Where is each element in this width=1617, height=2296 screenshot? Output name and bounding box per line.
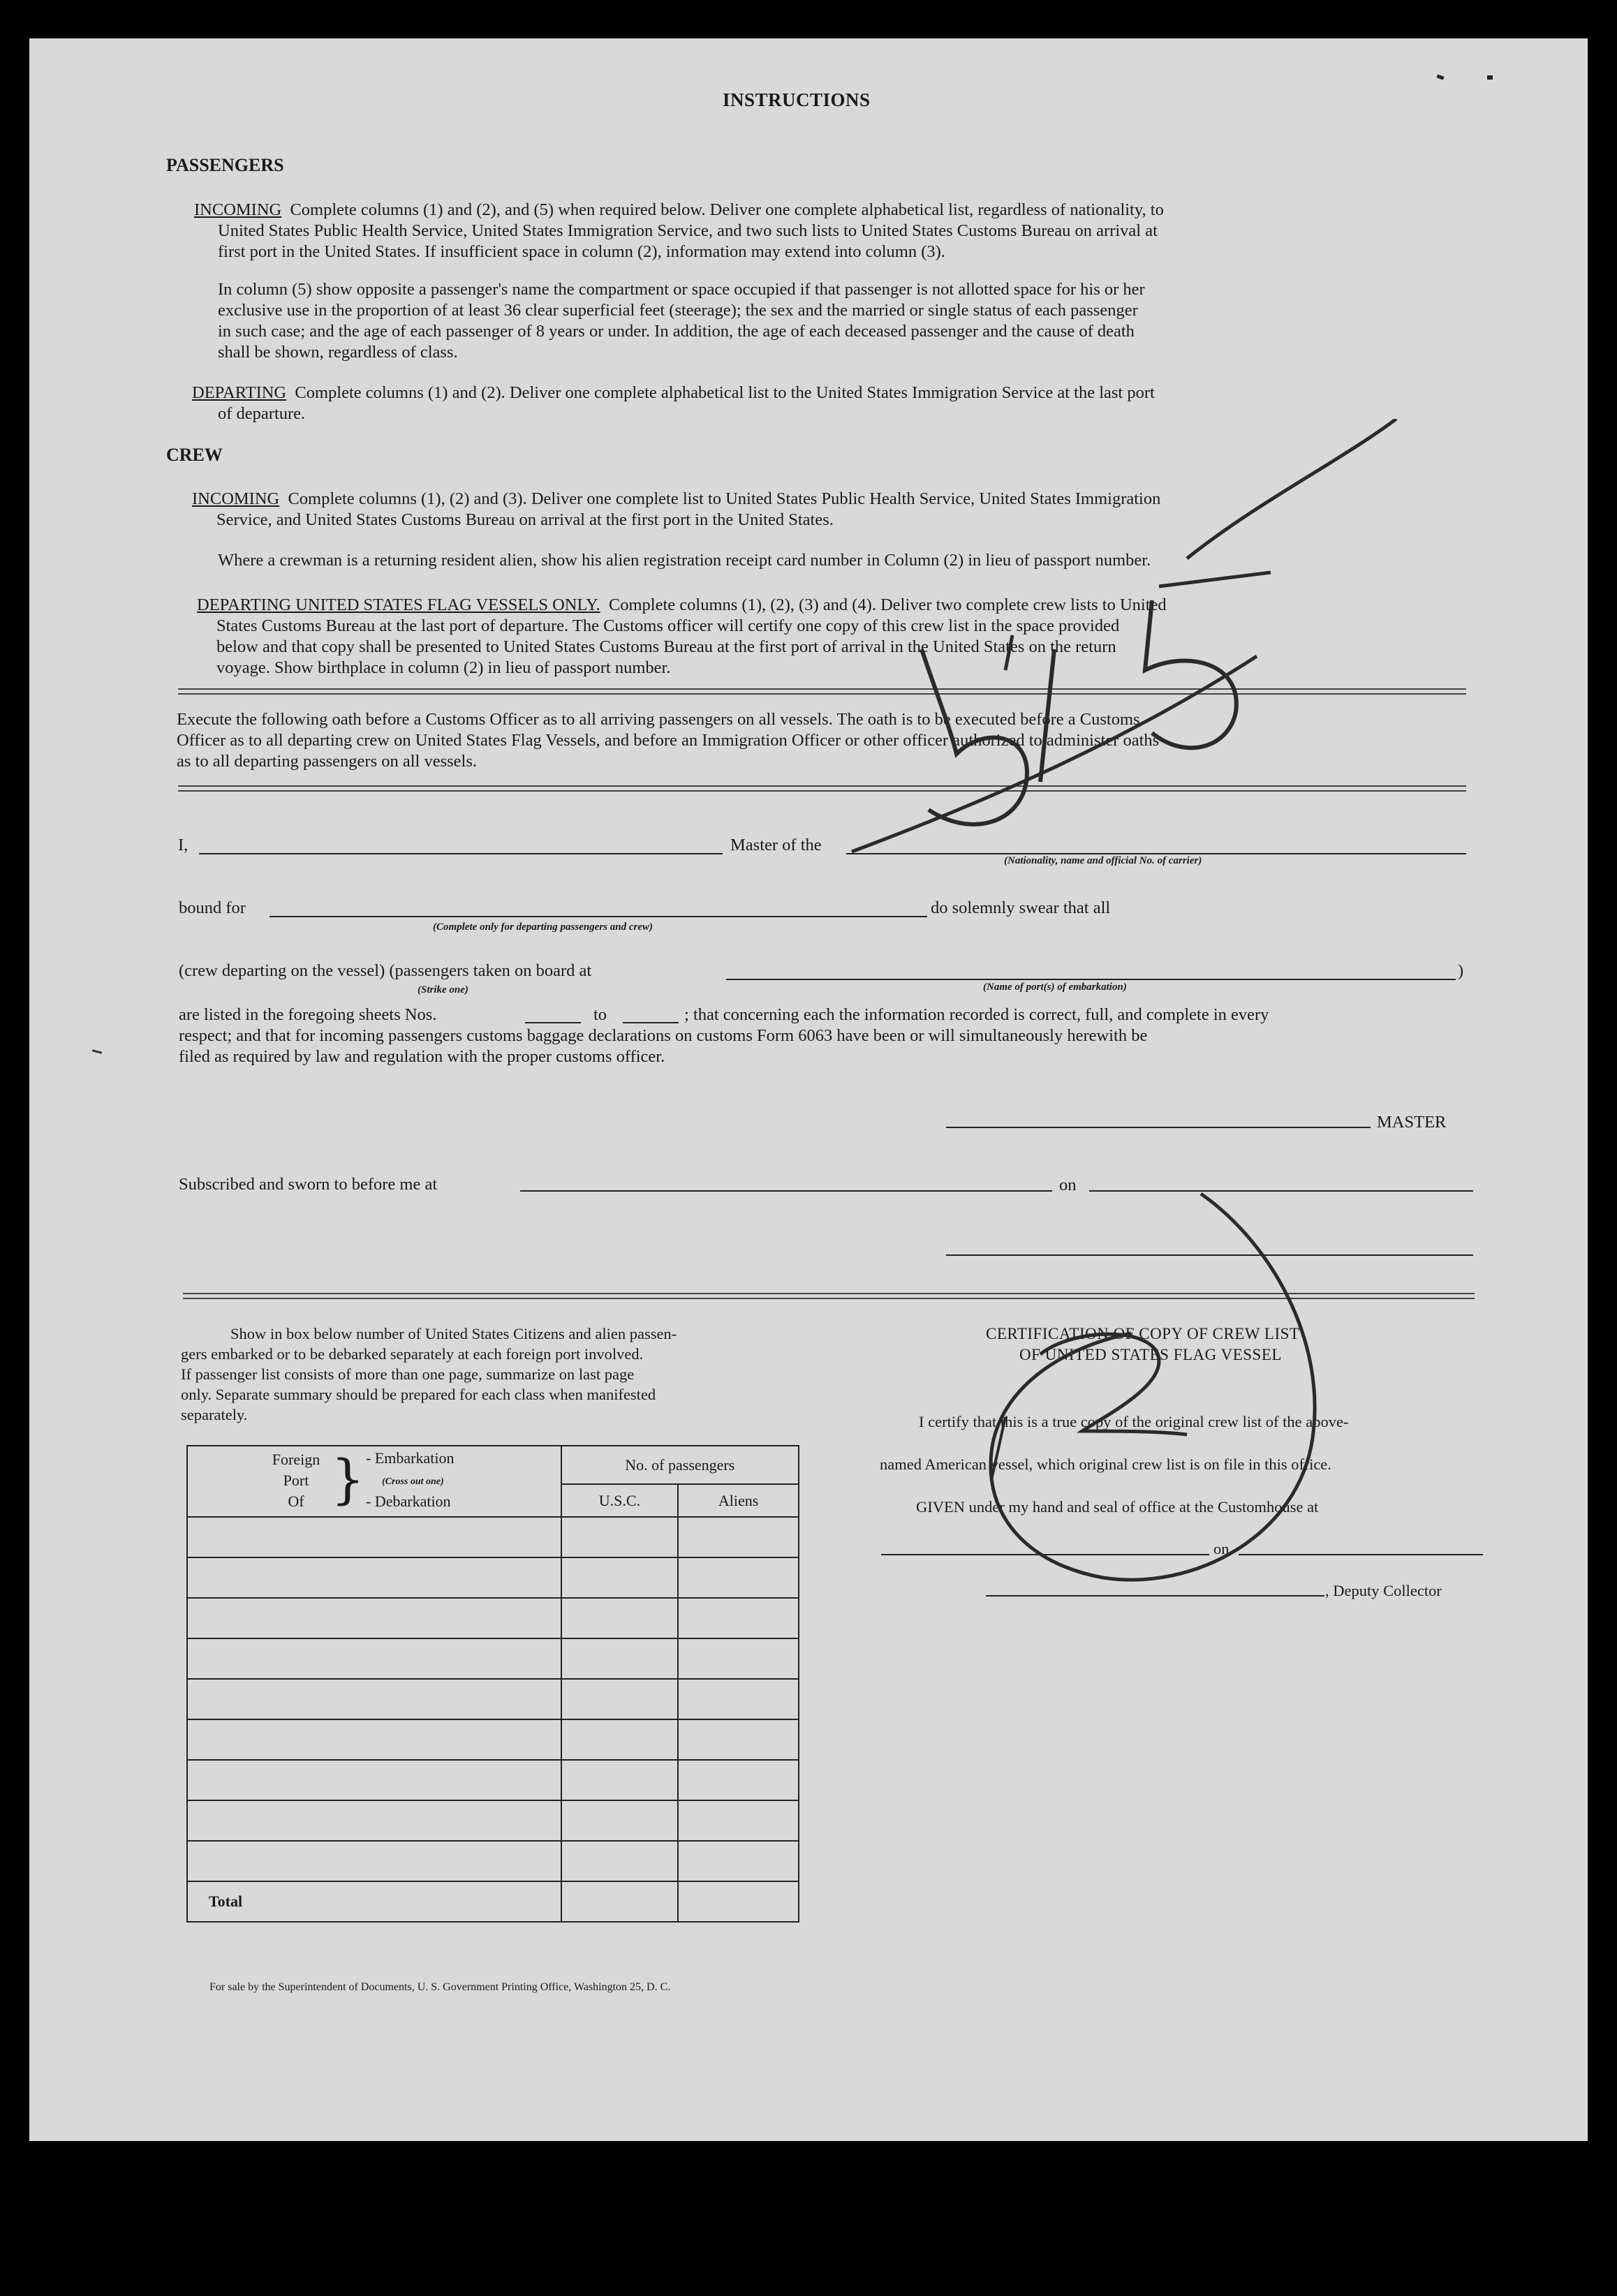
certification-text: I certify that this is a true copy of the original crew list of the above- bbox=[919, 1413, 1349, 1430]
strike-caption: (Strike one) bbox=[418, 984, 468, 995]
passengers-departing-line bbox=[192, 383, 1155, 404]
summary-note: separately. bbox=[181, 1406, 248, 1423]
passengers-incoming-line bbox=[194, 200, 1164, 221]
port-cell[interactable] bbox=[187, 1679, 561, 1719]
port-cell[interactable] bbox=[187, 1841, 561, 1881]
listed-text: ; that concerning each the information recorded is correct, full, and complete in every bbox=[684, 1005, 1269, 1024]
aliens-cell[interactable] bbox=[678, 1760, 799, 1800]
passenger-summary-table bbox=[186, 1445, 799, 1923]
oath-intro-text: Execute the following oath before a Customs Officer as to all arriving passengers on all vessels. The oath is to be executed before a Customs bbox=[177, 710, 1140, 729]
handwritten-circled-number bbox=[963, 1187, 1341, 1606]
page-title: INSTRUCTIONS bbox=[723, 89, 871, 110]
port-caption: (Name of port(s) of embarkation) bbox=[983, 982, 1127, 993]
master-of-the-label: Master of the bbox=[730, 836, 822, 854]
crew-incoming-label: INCOMING bbox=[192, 489, 280, 508]
table-row bbox=[187, 1679, 799, 1719]
passengers-incoming-text: first port in the United States. If insufficient space in column (2), information may extend into column (3). bbox=[218, 242, 945, 261]
table-row bbox=[187, 1841, 799, 1881]
passengers-incoming-text: United States Public Health Service, United States Immigration Service, and two such lists to United States Customs Bureau on arrival at bbox=[218, 221, 1158, 240]
usc-cell[interactable] bbox=[561, 1679, 679, 1719]
certification-title: OF UNITED STATES FLAG VESSEL bbox=[1019, 1346, 1282, 1363]
passengers-heading: PASSENGERS bbox=[166, 155, 284, 175]
usc-cell[interactable] bbox=[561, 1719, 679, 1760]
passengers-departing-text: of departure. bbox=[218, 404, 306, 423]
summary-note: If passenger list consists of more than one page, summarize on last page bbox=[181, 1365, 635, 1383]
port-cell[interactable] bbox=[187, 1760, 561, 1800]
debarkation-label: - Debarkation bbox=[366, 1493, 451, 1510]
summary-note: Show in box below number of United States Citizens and alien passen- bbox=[230, 1325, 677, 1342]
of-label: Of bbox=[288, 1493, 304, 1510]
passengers-incoming-text: Complete columns (1) and (2), and (5) when required below. Deliver one complete alphabetical list, regardless of nationality, to bbox=[290, 200, 1164, 219]
close-paren: ) bbox=[1458, 961, 1464, 980]
oath-intro-text: as to all departing passengers on all vessels. bbox=[177, 752, 478, 771]
crew-incoming-text: Complete columns (1), (2) and (3). Deliver one complete list to United States Public Health Service, United States Immigration bbox=[288, 489, 1161, 508]
foreign-port-header bbox=[187, 1446, 561, 1517]
crew-departing-text: States Customs Bureau at the last port of departure. The Customs officer will certify one copy of this crew list in the space provided bbox=[216, 616, 1120, 635]
usc-cell[interactable] bbox=[561, 1841, 679, 1881]
aliens-cell[interactable] bbox=[678, 1679, 799, 1719]
port-cell[interactable] bbox=[187, 1557, 561, 1598]
usc-cell[interactable] bbox=[561, 1517, 679, 1557]
no-passengers-header: No. of passengers bbox=[561, 1446, 799, 1484]
listed-text: filed as required by law and regulation with the proper customs officer. bbox=[179, 1047, 665, 1066]
usc-cell[interactable] bbox=[561, 1800, 679, 1841]
footer-note: For sale by the Superintendent of Documents, U. S. Government Printing Office, Washington 25, D. C. bbox=[209, 1981, 671, 1993]
crew-departing-text: Complete columns (1), (2), (3) and (4). Deliver two complete crew lists to United bbox=[608, 595, 1167, 614]
subscribed-text: Subscribed and sworn to before me at bbox=[179, 1175, 438, 1194]
column5-text: in such case; and the age of each passenger of 8 years or under. In addition, the age of each deceased passenger and the cause of death bbox=[218, 322, 1135, 341]
table-header-row bbox=[187, 1446, 799, 1484]
port-cell[interactable] bbox=[187, 1638, 561, 1679]
aliens-cell[interactable] bbox=[678, 1719, 799, 1760]
port-label: Port bbox=[283, 1472, 309, 1489]
aliens-cell[interactable] bbox=[678, 1841, 799, 1881]
table-row bbox=[187, 1598, 799, 1638]
bound-for-label: bound for bbox=[179, 898, 246, 917]
aliens-header: Aliens bbox=[678, 1484, 799, 1517]
crew-departing-text: voyage. Show birthplace in column (2) in lieu of passport number. bbox=[216, 658, 671, 677]
foreign-label: Foreign bbox=[272, 1451, 320, 1468]
table-row bbox=[187, 1800, 799, 1841]
certification-text: GIVEN under my hand and seal of office at the Customhouse at bbox=[916, 1498, 1319, 1516]
usc-cell[interactable] bbox=[561, 1598, 679, 1638]
crew-incoming-text: Service, and United States Customs Bureau on arrival at the first port in the United States. bbox=[216, 510, 834, 529]
usc-total-cell[interactable] bbox=[561, 1881, 679, 1922]
oath-intro-text: Officer as to all departing crew on United States Flag Vessels, and before an Immigration Officer or other officer authorized to administer oaths bbox=[177, 731, 1160, 750]
usc-cell[interactable] bbox=[561, 1638, 679, 1679]
master-label: MASTER bbox=[1377, 1113, 1447, 1132]
aliens-cell[interactable] bbox=[678, 1800, 799, 1841]
table-row bbox=[187, 1760, 799, 1800]
deputy-collector-label: , Deputy Collector bbox=[1325, 1582, 1442, 1599]
port-cell[interactable] bbox=[187, 1517, 561, 1557]
bound-for-field[interactable] bbox=[270, 916, 927, 917]
sheet-to-field[interactable] bbox=[623, 1022, 679, 1023]
listed-text: respect; and that for incoming passengers customs baggage declarations on customs Form 6063 have been or will simultaneously herewith be bbox=[179, 1026, 1148, 1045]
column5-text: exclusive use in the proportion of at least 36 clear superficial feet (steerage); the sex and the married or single status of each passenger bbox=[218, 301, 1138, 320]
usc-header: U.S.C. bbox=[561, 1484, 679, 1517]
table-row bbox=[187, 1517, 799, 1557]
cross-out-caption: (Cross out one) bbox=[382, 1476, 444, 1487]
certification-text: named American vessel, which original crew list is on file in this office. bbox=[880, 1456, 1331, 1473]
nationality-caption: (Nationality, name and official No. of carrier) bbox=[1004, 855, 1202, 866]
table-row bbox=[187, 1638, 799, 1679]
handwritten-number-mark bbox=[824, 419, 1466, 866]
table-total-row bbox=[187, 1881, 799, 1922]
bound-caption: (Complete only for departing passengers and crew) bbox=[433, 921, 653, 933]
total-label: Total bbox=[187, 1881, 561, 1922]
crew-heading: CREW bbox=[166, 445, 223, 465]
master-signature-field[interactable] bbox=[946, 1127, 1371, 1128]
summary-note: gers embarked or to be debarked separately at each foreign port involved. bbox=[181, 1345, 644, 1363]
column5-text: In column (5) show opposite a passenger's name the compartment or space occupied if that passenger is not allotted space for his or her bbox=[218, 280, 1145, 299]
table-row bbox=[187, 1557, 799, 1598]
port-cell[interactable] bbox=[187, 1719, 561, 1760]
usc-cell[interactable] bbox=[561, 1760, 679, 1800]
crew-departing-text: below and that copy shall be presented to United States Customs Bureau at the first port of arrival in the United States on the return bbox=[216, 637, 1116, 656]
swear-text: do solemnly swear that all bbox=[931, 898, 1111, 917]
listed-to: to bbox=[593, 1005, 607, 1024]
aliens-cell[interactable] bbox=[678, 1517, 799, 1557]
table-row bbox=[187, 1719, 799, 1760]
passengers-departing-label: DEPARTING bbox=[192, 383, 287, 402]
oath-i-label: I, bbox=[178, 836, 189, 854]
crew-resident-text: Where a crewman is a returning resident alien, show his alien registration receipt card number in Column (2) in lieu of passport number. bbox=[218, 551, 1151, 570]
passengers-incoming-label: INCOMING bbox=[194, 200, 282, 219]
sheet-from-field[interactable] bbox=[525, 1022, 581, 1023]
aliens-cell[interactable] bbox=[678, 1638, 799, 1679]
column5-text: shall be shown, regardless of class. bbox=[218, 343, 458, 362]
passengers-departing-text: Complete columns (1) and (2). Deliver one complete alphabetical list to the United States Immigration Service at the last port bbox=[295, 383, 1155, 402]
embarkation-port-field[interactable] bbox=[726, 979, 1456, 980]
embarkation-label: - Embarkation bbox=[366, 1449, 455, 1467]
aliens-cell[interactable] bbox=[678, 1598, 799, 1638]
aliens-total-cell[interactable] bbox=[678, 1881, 799, 1922]
listed-text: are listed in the foregoing sheets Nos. bbox=[179, 1005, 437, 1024]
summary-note: only. Separate summary should be prepared for each class when manifested bbox=[181, 1386, 656, 1403]
crew-passengers-text: (crew departing on the vessel) (passengers taken on board at bbox=[179, 961, 592, 980]
brace-icon: } bbox=[331, 1448, 365, 1510]
aliens-cell[interactable] bbox=[678, 1557, 799, 1598]
port-cell[interactable] bbox=[187, 1800, 561, 1841]
corner-mark bbox=[1487, 75, 1493, 80]
port-cell[interactable] bbox=[187, 1598, 561, 1638]
crew-departing-label: DEPARTING UNITED STATES FLAG VESSELS ONLY. bbox=[197, 595, 600, 614]
certification-title: CERTIFICATION OF COPY OF CREW LIST bbox=[986, 1325, 1300, 1342]
usc-cell[interactable] bbox=[561, 1557, 679, 1598]
master-name-field[interactable] bbox=[199, 853, 723, 854]
sworn-on-label: on bbox=[1059, 1176, 1077, 1194]
certification-on-label: on bbox=[1213, 1540, 1230, 1557]
